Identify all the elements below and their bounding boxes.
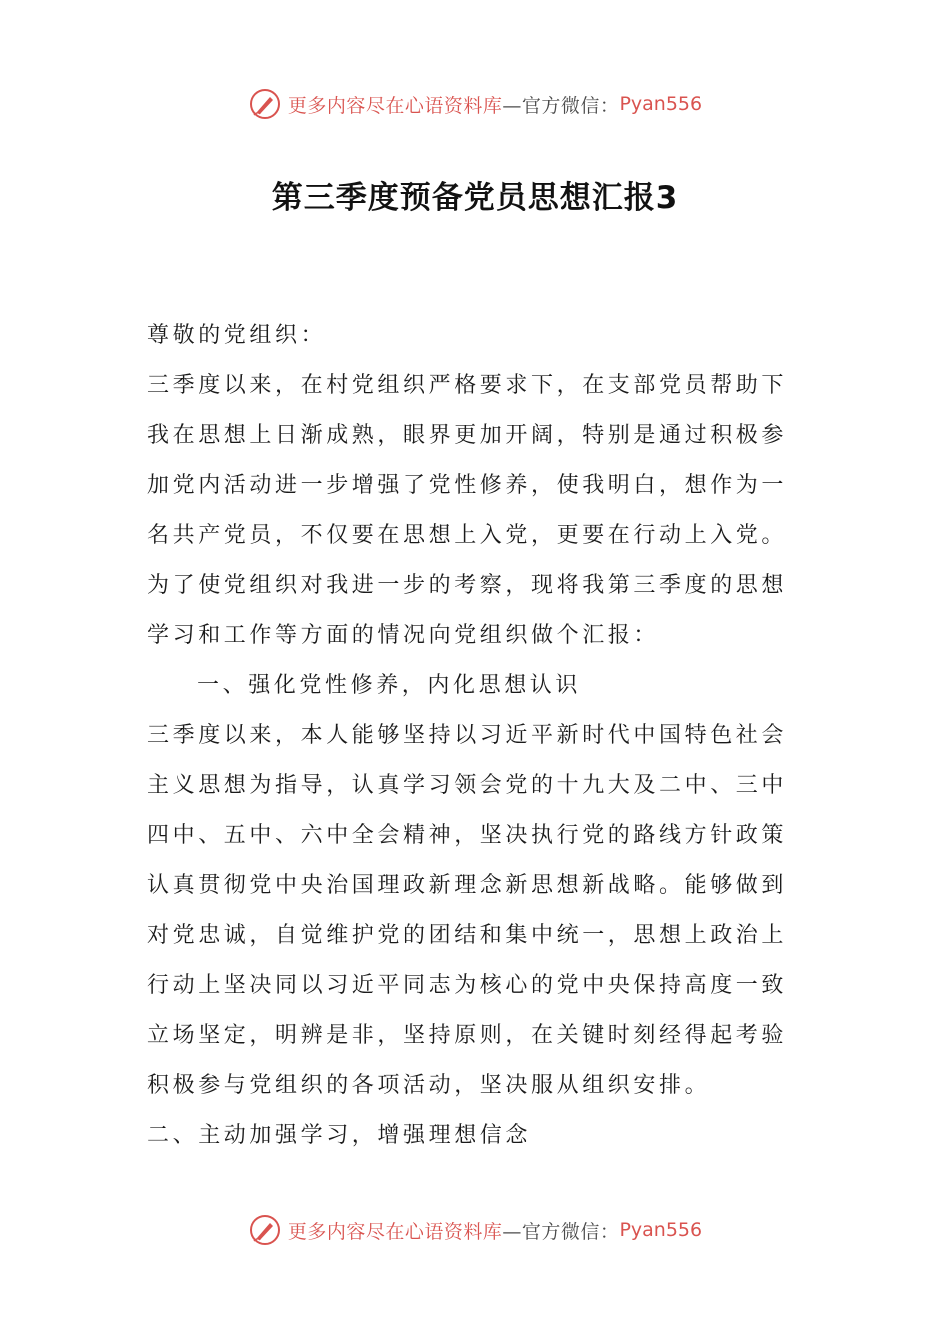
- pen-logo-icon: [248, 1213, 282, 1247]
- section-heading-2: 二、主动加强学习，增强理想信念: [147, 1123, 532, 1148]
- body-line: 为了使党组织对我进一步的考察，现将我第三季度的思想: [147, 573, 788, 598]
- body-line: 加党内活动进一步增强了党性修养，使我明白，想作为一: [147, 473, 788, 498]
- body-line: 我在思想上日渐成熟，眼界更加开阔，特别是通过积极参: [147, 423, 788, 448]
- document-title: 第三季度预备党员思想汇报3: [271, 180, 679, 216]
- body-line: 行动上坚决同以习近平同志为核心的党中央保持高度一致: [147, 973, 788, 998]
- body-line: 主义思想为指导，认真学习领会党的十九大及二中、三中: [147, 773, 788, 798]
- body-line: 学习和工作等方面的情况向党组织做个汇报：: [147, 623, 660, 648]
- body-line: 名共产党员，不仅要在思想上入党，更要在行动上入党。: [147, 523, 788, 548]
- banner-text-wechat-label: —官方微信：: [502, 94, 620, 117]
- banner-text-wechat-id: Pyan556: [619, 93, 703, 115]
- pen-logo-icon: [248, 87, 282, 121]
- body-line: 三季度以来，本人能够坚持以习近平新时代中国特色社会: [147, 723, 788, 748]
- banner-text-site: 更多内容尽在心语资料库: [287, 1220, 503, 1243]
- body-line: 对党忠诚，自觉维护党的团结和集中统一，思想上政治上: [147, 923, 788, 948]
- document-body: [147, 311, 807, 1161]
- header-banner: [0, 84, 950, 124]
- section-heading-1: 一、强化党性修养，内化思想认识: [197, 673, 582, 698]
- body-line: 四中、五中、六中全会精神，坚决执行党的路线方针政策: [147, 823, 788, 848]
- banner-text-site: 更多内容尽在心语资料库: [287, 94, 503, 117]
- body-line: 立场坚定，明辨是非，坚持原则，在关键时刻经得起考验: [147, 1023, 788, 1048]
- banner-text-wechat-id: Pyan556: [619, 1219, 703, 1241]
- body-line: 尊敬的党组织：: [147, 323, 327, 348]
- banner-text-wechat-label: —官方微信：: [502, 1220, 620, 1243]
- body-line: 认真贯彻党中央治国理政新理念新思想新战略。能够做到: [147, 873, 788, 898]
- body-line: 积极参与党组织的各项活动，坚决服从组织安排。: [147, 1073, 711, 1098]
- footer-banner: [0, 1210, 950, 1250]
- body-line: 三季度以来，在村党组织严格要求下，在支部党员帮助下: [147, 373, 788, 398]
